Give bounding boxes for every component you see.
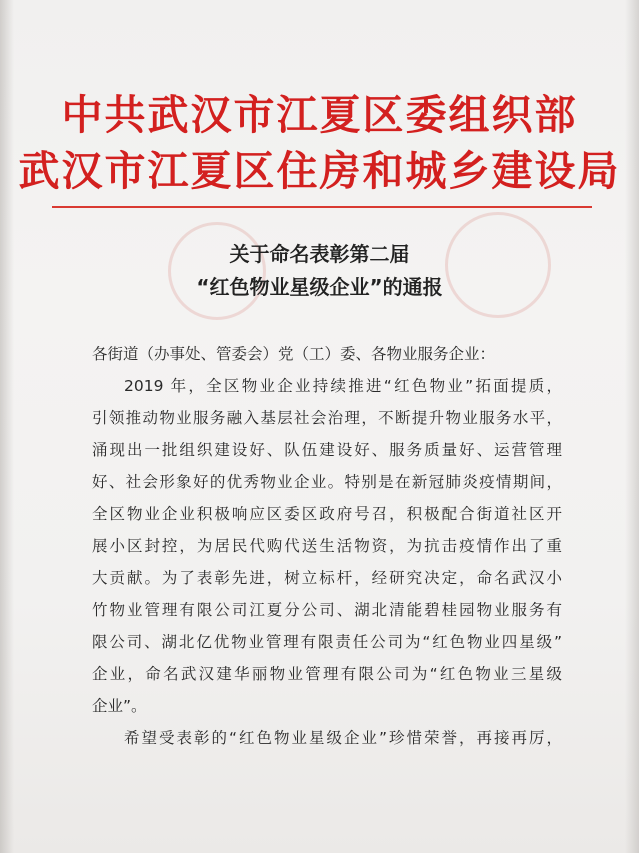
- body-paragraph-2: 希望受表彰的“红色物业星级企业”珍惜荣誉，再接再厉，: [124, 729, 562, 747]
- notice-title-line-2: “红色物业星级企业”的通报: [196, 275, 443, 299]
- body-line: 大贡献。为了表彰先进，树立标杆，经研究决定，命名武汉小: [92, 569, 562, 587]
- body-line: 涌现出一批组织建设好、队伍建设好、服务质量好、运营管理: [92, 441, 562, 459]
- notice-title-line-1: 关于命名表彰第二届: [229, 242, 410, 266]
- salutation: 各街道（办事处、管委会）党（工）委、各物业服务企业：: [92, 345, 496, 363]
- body-line: 引领推动物业服务融入基层社会治理，不断提升物业服务水平，: [92, 409, 562, 427]
- body-line: 企业”。: [92, 697, 147, 715]
- body-line: 竹物业管理有限公司江夏分公司、湖北清能碧桂园物业服务有: [92, 601, 562, 619]
- body-line: 展小区封控，为居民代购代送生活物资，为抗击疫情作出了重: [92, 537, 562, 555]
- body-line: 好、社会形象好的优秀物业企业。特别是在新冠肺炎疫情期间，: [92, 473, 562, 491]
- body-line: 全区物业企业积极响应区委区政府号召，积极配合街道社区开: [92, 505, 562, 523]
- issuer-header-line-1: 中共武汉市江夏区委组织部: [61, 91, 578, 139]
- body-line: 2019 年，全区物业企业持续推进“红色物业”拓面提质，: [124, 377, 562, 395]
- body-line: 限公司、湖北亿优物业管理有限责任公司为“红色物业四星级”: [92, 633, 562, 651]
- issuer-header-line-2: 武汉市江夏区住房和城乡建设局: [18, 147, 621, 195]
- body-line: 企业，命名武汉建华丽物业管理有限公司为“红色物业三星级: [92, 665, 562, 683]
- red-divider-rule: [52, 206, 592, 208]
